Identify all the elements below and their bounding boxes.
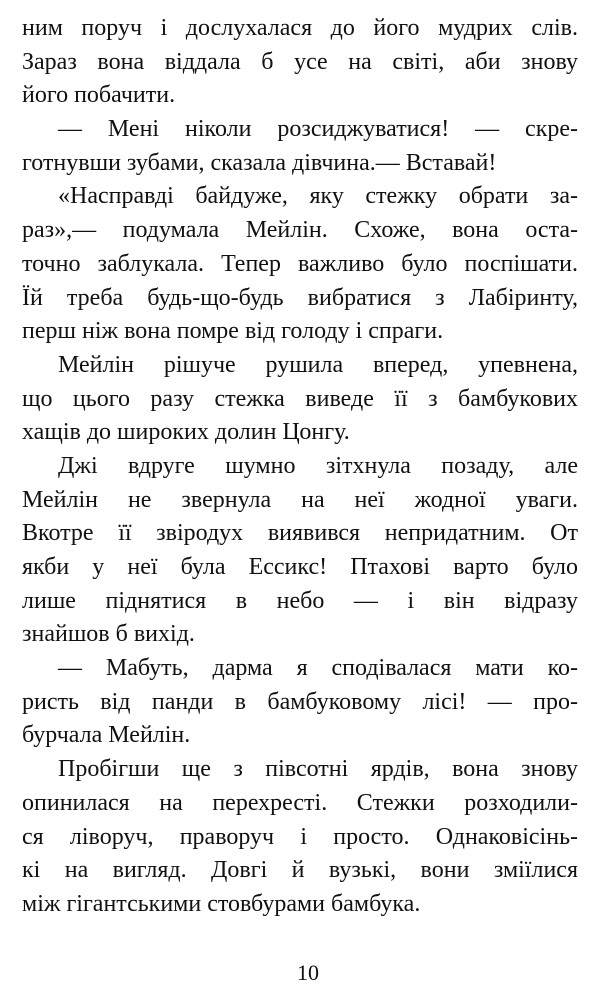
text-line: його побачити. <box>22 82 176 109</box>
page-body <box>22 12 578 922</box>
text-line: ним поруч і дослухалася до його мудрих слів. <box>22 15 578 41</box>
text-line: кі на вигляд. Довгі й вузькі, вони зміїлися <box>22 857 578 884</box>
text-line: раз»,— подумала Мейлін. Схоже, вона оста- <box>22 217 578 244</box>
text-line: лише піднятися в небо — і він відразу <box>22 587 578 614</box>
text-line: — Мені ніколи розсиджуватися! — скре- <box>58 116 578 143</box>
text-line: між гігантськими стовбурами бамбука. <box>22 890 421 917</box>
text-line: точно заблукала. Тепер важливо було поспішати. <box>22 250 578 277</box>
text-line: хащів до широких долин Цонгу. <box>22 419 350 446</box>
text-line: ся ліворуч, праворуч і просто. Однаковісінь- <box>22 823 578 850</box>
paragraph <box>22 180 578 348</box>
text-line: Джі вдруге шумно зітхнула позаду, але <box>58 452 578 479</box>
text-line: Мейлін рішуче рушила вперед, упевнена, <box>58 351 578 378</box>
text-line: Мейлін не звернула на неї жодної уваги. <box>22 486 578 513</box>
page-number: 10 <box>297 960 319 985</box>
text-line: — Мабуть, дарма я сподівалася мати ко- <box>58 655 578 682</box>
text-line: ристь від панди в бамбуковому лісі! — про- <box>22 688 578 715</box>
text-line: Зараз вона віддала б усе на світі, аби знову <box>22 48 578 75</box>
text-line: опинилася на перехресті. Стежки розходили- <box>22 789 578 816</box>
paragraph <box>22 349 578 450</box>
paragraph <box>22 450 578 652</box>
text-line: перш ніж вона помре від голоду і спраги. <box>22 318 444 345</box>
paragraph <box>22 753 578 921</box>
text-line: бурчала Мейлін. <box>22 722 191 749</box>
text-line: Пробігши ще з півсотні ярдів, вона знову <box>58 756 578 783</box>
text-line: готнувши зубами, сказала дівчина.— Вставай! <box>22 149 497 176</box>
paragraph <box>22 12 578 113</box>
paragraph <box>22 113 578 180</box>
text-line: знайшов б вихід. <box>22 621 195 648</box>
text-line: якби у неї була Ессикс! Птахові варто було <box>22 554 578 580</box>
text-line: «Насправді байдуже, яку стежку обрати за- <box>58 183 578 210</box>
paragraph <box>22 652 578 753</box>
text-line: що цього разу стежка виведе її з бамбукових <box>22 385 578 412</box>
text-line: Їй треба будь-що-будь вибратися з Лабіринту, <box>22 284 578 311</box>
text-line: Вкотре її звіродух виявився непридатним. От <box>22 520 578 547</box>
